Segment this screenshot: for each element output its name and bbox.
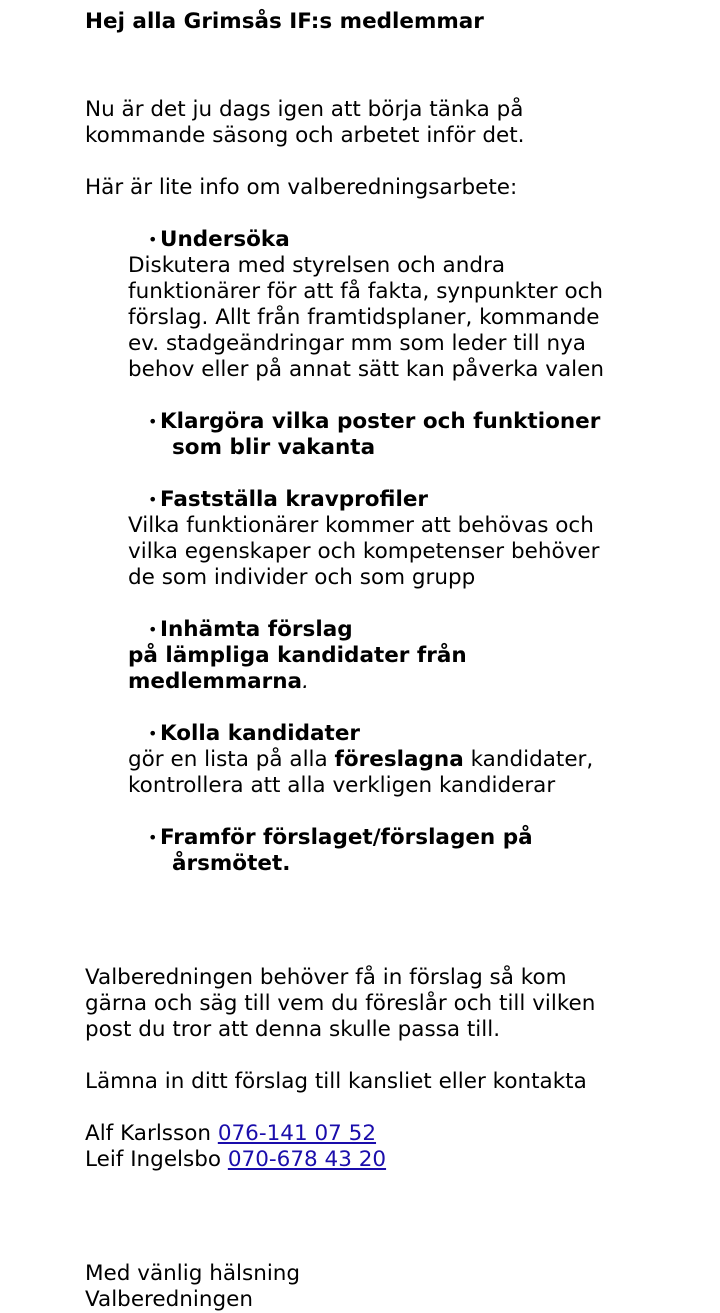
intro-line-1: Nu är det ju dags igen att börja tänka på (85, 97, 524, 122)
bullet-icon: • (148, 620, 158, 639)
list-item-klargora (128, 409, 705, 461)
list-item-body-line: på lämpliga kandidater från (128, 643, 467, 668)
list-item-heading: • Kolla kandidater (148, 721, 361, 746)
bullet-icon: • (148, 724, 158, 743)
phone-link[interactable]: 076-141 07 52 (217, 1121, 377, 1146)
bullet-icon: • (148, 412, 158, 431)
intro-line-2: kommande säsong och arbetet inför det. (85, 123, 525, 148)
list-item-body-line: gör en lista på alla föreslagna kandidater, (128, 747, 594, 772)
list-item-body-line: Vilka funktionärer kommer att behövas och (128, 513, 594, 538)
spacer (85, 461, 705, 487)
list-item-heading: • Inhämta förslag (148, 617, 353, 642)
list-item-inhamta (128, 617, 705, 695)
bullet-icon: • (148, 828, 158, 847)
spacer (85, 35, 705, 97)
spacer (85, 201, 705, 227)
phone-link[interactable]: 070-678 43 20 (227, 1147, 387, 1172)
list-item-body-line: förslag. Allt från framtidsplaner, kommande (128, 305, 600, 330)
list-item-heading: • Framför förslaget/förslagen på årsmötet. (148, 825, 533, 876)
closing-line-2: gärna och säg till vem du föreslår och till vilken (85, 991, 596, 1016)
bullet-icon: • (148, 490, 158, 509)
spacer (85, 877, 705, 965)
list-item-body-line: de som individer och som grupp (128, 565, 476, 590)
list-item-body-line: behov eller på annat sätt kan påverka valen (128, 357, 605, 382)
closing-line-3: post du tror att denna skulle passa till. (85, 1017, 501, 1042)
contact-row (85, 1121, 705, 1147)
submit-text: Lämna in ditt förslag till kansliet eller kontakta (85, 1069, 587, 1094)
letter-title: Hej alla Grimsås IF:s medlemmar (85, 9, 484, 34)
list-item-heading: • Fastställa kravprofiler (148, 487, 429, 512)
list-item-faststalla (128, 487, 705, 591)
signoff-line-2: Valberedningen (85, 1287, 254, 1312)
lead-text: Här är lite info om valberedningsarbete: (85, 175, 518, 200)
spacer (85, 799, 705, 825)
contact-row (85, 1147, 705, 1173)
spacer (85, 1173, 705, 1261)
list-item-undersoka (128, 227, 705, 383)
list-item-framfor (128, 825, 705, 877)
closing-line-1: Valberedningen behöver få in förslag så kom (85, 965, 567, 990)
list-item-kolla (128, 721, 705, 799)
spacer (85, 383, 705, 409)
list-item-heading: • Klargöra vilka poster och funktioner som blir vakanta (148, 409, 601, 460)
list-item-body-line: funktionärer för att få fakta, synpunkter och (128, 279, 604, 304)
contact-name: Leif Ingelsbo (85, 1147, 228, 1172)
list-item-heading: • Undersöka (148, 227, 290, 252)
list-item-body-line: ev. stadgeändringar mm som leder till nya (128, 331, 586, 356)
list-item-body-line: kontrollera att alla verkligen kandiderar (128, 773, 556, 798)
bullet-icon: • (148, 230, 158, 249)
spacer (85, 1043, 705, 1069)
list-item-body-line: vilka egenskaper och kompetenser behöver (128, 539, 600, 564)
contact-name: Alf Karlsson (85, 1121, 218, 1146)
spacer (85, 591, 705, 617)
spacer (85, 1095, 705, 1121)
list-item-body-line: Diskutera med styrelsen och andra (128, 253, 506, 278)
spacer (85, 695, 705, 721)
signoff-line-1: Med vänlig hälsning (85, 1261, 301, 1286)
list-item-body-line: medlemmarna. (128, 669, 309, 694)
spacer (85, 149, 705, 175)
letter (85, 9, 705, 1313)
